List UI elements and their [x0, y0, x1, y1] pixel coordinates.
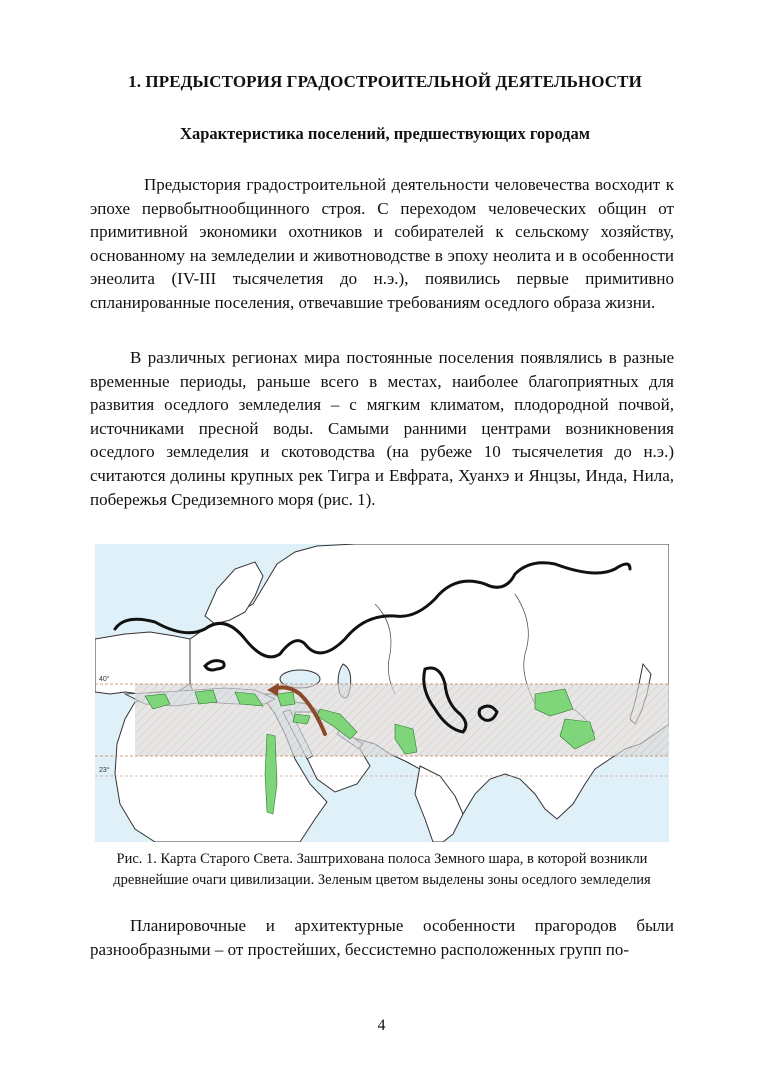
paragraph-2: В различных регионах мира постоянные поселения появлялись в разные временные периоды, раньше всего в местах, наиболее благоприятных для развития оседлого земледелия – с мягким климатом, плодородной почвой, источниками пресной воды. Самыми ранними центрами возникновения оседлого земледелия и скотоводства (на рубеже 10 тысячелетия до н.э.) считаются долины крупных рек Тигра и Евфрата, Хуанхэ и Янцзы, Инда, Нила, побережья Средиземного моря (рис. 1).	[90, 348, 674, 509]
latitude-label-23: 23°	[99, 767, 110, 774]
old-world-map	[95, 544, 669, 842]
figure-caption: Рис. 1. Карта Старого Света. Заштрихована полоса Земного шара, в которой возникли древнейшие очаги цивилизации. Зеленым цветом выделены зоны оседлого земледелия	[113, 851, 651, 888]
paragraph-3: Планировочные и архитектурные особенности прагородов были разнообразными – от простейших, бессистемно расположенных групп по-	[90, 916, 674, 959]
farming-zone-italy	[195, 690, 217, 704]
latitude-label-40: 40°	[99, 676, 110, 683]
section-title: Характеристика поселений, предшествующих городам	[180, 124, 590, 143]
page-number: 4	[377, 1017, 386, 1034]
paragraph-1: Предыстория градостроительной деятельности человечества восходит к эпохе первобытнообщинного строя. С переходом человеческих общин от примитивной экономики охотников и собирателей к сельскому хозяйству, основанному на земледелии и животноводстве в эпоху неолита и в особенности энеолита (IV-III тысячелетия до н.э.), появились первые примитивно спланированные поселения, отвечавшие требованиям оседлого образа жизни.	[90, 175, 674, 312]
old-world-map-figure	[95, 544, 669, 842]
chapter-title: 1. ПРЕДЫСТОРИЯ ГРАДОСТРОИТЕЛЬНОЙ ДЕЯТЕЛЬНОСТИ	[128, 72, 642, 91]
farming-zone-levant	[293, 714, 310, 724]
